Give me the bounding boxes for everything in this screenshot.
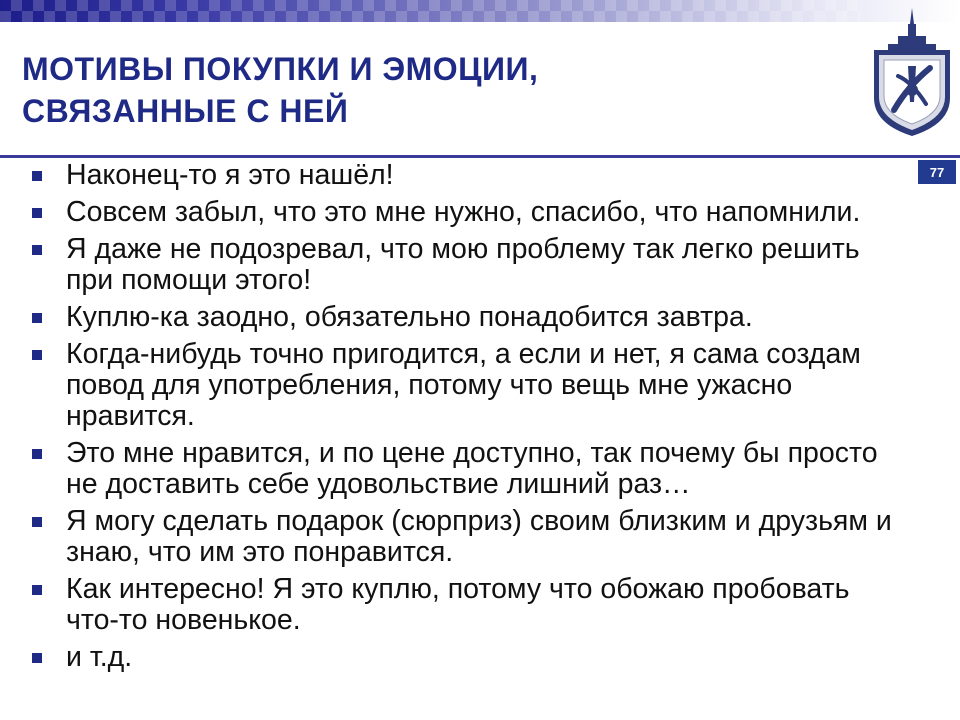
- list-item: [28, 642, 898, 673]
- list-item-text: Это мне нравится, и по цене доступно, так почему бы просто не доставить себе удовольствие лишний раз…: [66, 437, 878, 500]
- list-item-text: Как интересно! Я это куплю, потому что обожаю пробовать что-то новенькое.: [66, 573, 850, 636]
- list-item-text: Когда-нибудь точно пригодится, а если и нет, я сама создам повод для употребления, потому что вещь мне ужасно нравится.: [66, 338, 861, 432]
- list-item: [28, 160, 898, 191]
- list-item-text: Я могу сделать подарок (сюрприз) своим близким и друзьям и знаю, что им это понравится.: [66, 505, 892, 568]
- bullet-marker-icon: [32, 208, 42, 218]
- title-line-1: МОТИВЫ ПОКУПКИ И ЭМОЦИИ,: [22, 51, 539, 87]
- bullet-marker-icon: [32, 449, 42, 459]
- page-number-badge: 77: [918, 160, 956, 184]
- bullet-marker-icon: [32, 585, 42, 595]
- list-item-text: и т.д.: [66, 641, 133, 673]
- slide-title: [22, 48, 842, 132]
- top-decorative-band: [0, 0, 960, 22]
- title-divider: [0, 155, 960, 158]
- list-item-text: Совсем забыл, что это мне нужно, спасибо, что напомнили.: [66, 196, 861, 228]
- list-item: [28, 438, 898, 500]
- checker-pattern: [0, 0, 860, 22]
- list-item-text: Куплю-ка заодно, обязательно понадобится завтра.: [66, 301, 753, 333]
- list-item: [28, 506, 898, 568]
- university-crest-icon: [868, 6, 956, 138]
- bullet-list: [28, 160, 898, 679]
- bullet-marker-icon: [32, 171, 42, 181]
- list-item-text: Я даже не подозревал, что мою проблему так легко решить при помощи этого!: [66, 233, 860, 296]
- bullet-marker-icon: [32, 350, 42, 360]
- list-item: [28, 302, 898, 333]
- bullet-marker-icon: [32, 313, 42, 323]
- list-item: [28, 339, 898, 432]
- title-line-2: СВЯЗАННЫЕ С НЕЙ: [22, 93, 349, 129]
- bullet-marker-icon: [32, 517, 42, 527]
- list-item-text: Наконец-то я это нашёл!: [66, 159, 394, 191]
- bullet-marker-icon: [32, 653, 42, 663]
- list-item: [28, 574, 898, 636]
- bullet-marker-icon: [32, 245, 42, 255]
- list-item: [28, 197, 898, 228]
- list-item: [28, 234, 898, 296]
